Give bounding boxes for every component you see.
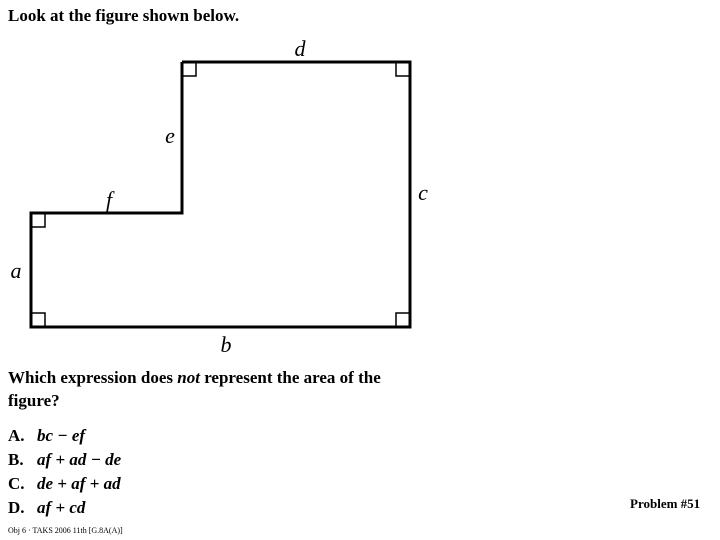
choice-expression: bc − ef — [37, 426, 86, 445]
choice-letter: D. — [8, 498, 25, 517]
choice-letter: C. — [8, 474, 25, 493]
right-angle-bottom-right — [396, 313, 410, 327]
choice-expression: af + ad − de — [37, 450, 122, 469]
choice-c[interactable] — [8, 472, 121, 496]
label-a: a — [10, 258, 22, 283]
right-angle-markers — [31, 62, 410, 327]
question-text — [8, 366, 408, 412]
right-angle-top-right — [396, 62, 410, 76]
figure-outline — [31, 62, 410, 327]
right-angle-step — [31, 213, 45, 227]
intro-text: Look at the figure shown below. — [8, 6, 240, 25]
answer-choices — [8, 424, 121, 520]
question-emphasis: not — [177, 368, 200, 387]
label-d: d — [294, 36, 306, 61]
problem-number: Problem #51 — [630, 496, 701, 511]
choice-d[interactable] — [8, 496, 121, 520]
label-e: e — [165, 123, 175, 148]
right-angle-bottom-left — [31, 313, 45, 327]
label-f: f — [105, 187, 113, 212]
choice-letter: B. — [8, 450, 24, 469]
choice-expression: af + cd — [37, 498, 86, 517]
right-angle-top-left — [182, 62, 196, 76]
choice-expression: de + af + ad — [37, 474, 121, 493]
choice-b[interactable] — [8, 448, 121, 472]
question-text-before: Which expression does — [8, 368, 178, 387]
question-text-after: represent the area of the figure? — [8, 368, 381, 410]
label-b: b — [220, 332, 232, 357]
objective-footer: Obj 6 · TAKS 2006 11th [G.8A(A)] — [8, 526, 123, 535]
choice-a[interactable] — [8, 424, 121, 448]
choice-letter: A. — [8, 426, 25, 445]
label-c: c — [418, 180, 428, 205]
